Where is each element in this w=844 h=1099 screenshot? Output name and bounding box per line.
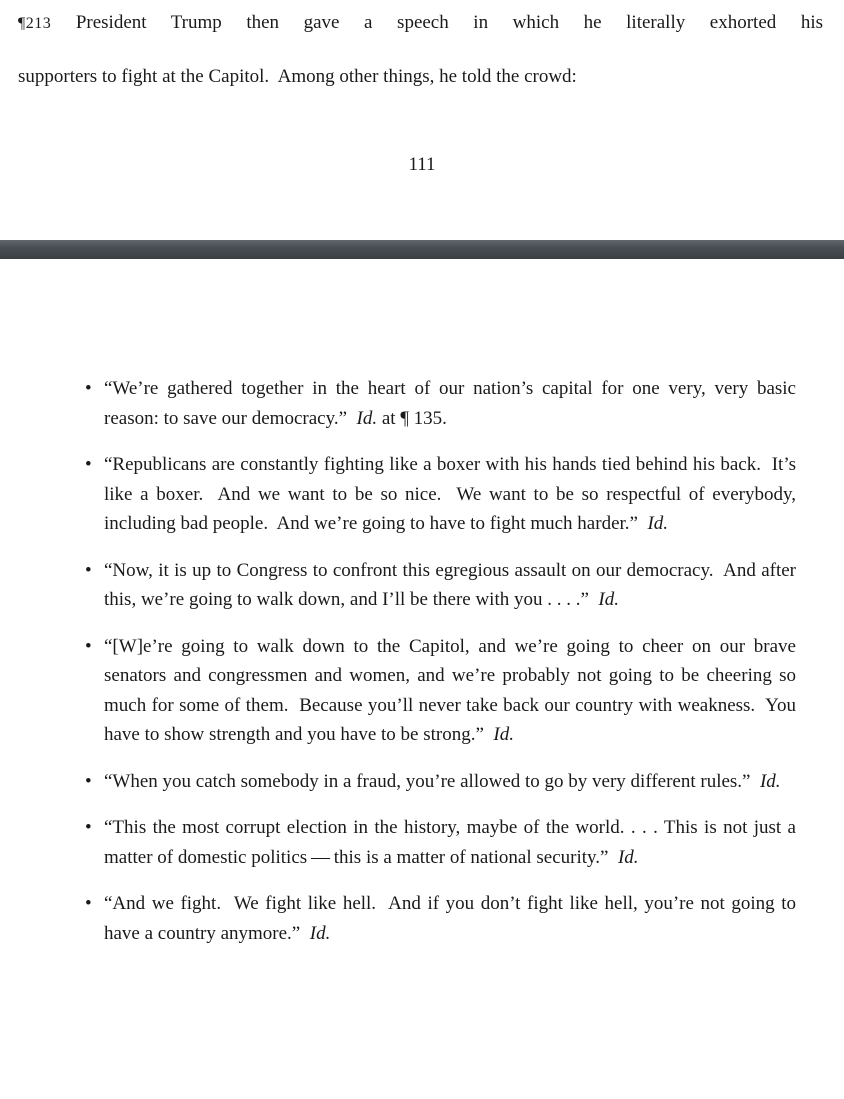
quote-item <box>104 767 796 797</box>
citation: Id. <box>617 846 639 868</box>
quote-text: “When you catch somebody in a fraud, you’re allowed to go by very different rules.” <box>104 770 751 792</box>
citation: Id. <box>356 407 378 429</box>
paragraph-213-line2: supporters to fight at the Capitol. Among other things, he told the crowd: <box>18 66 577 87</box>
citation: Id. <box>493 724 514 745</box>
quote-list <box>0 374 844 965</box>
quote-item <box>104 450 796 539</box>
paragraph-213-line1 <box>18 0 823 51</box>
citation: Id. <box>647 513 669 534</box>
citation-suffix: at ¶ 135. <box>377 407 447 429</box>
page-separator <box>0 240 844 259</box>
quote-text: “Republicans are constantly fighting like a boxer with his hands tied behind his back. It’s like a boxer. And we want to be so nice. We want to be so respectful of everybody, including bad people. And we’re going to have to fight much harder.” <box>104 454 796 534</box>
quote-item <box>104 556 796 615</box>
paragraph-number: ¶213 <box>18 15 52 32</box>
quote-text: “We’re gathered together in the heart of our nation’s capital for one very, very basic reason: to save our democracy.” <box>104 378 796 429</box>
page-number: 111 <box>408 154 436 175</box>
quote-item <box>104 889 796 948</box>
quote-text: “Now, it is up to Congress to confront this egregious assault on our democracy. And after this, we’re going to walk down, and I’ll be there with you . . . .” <box>104 559 796 610</box>
quote-item <box>104 813 796 872</box>
quote-text: “[W]e’re going to walk down to the Capitol, and we’re going to cheer on our brave senators and congressmen and women, and we’re probably not going to be cheering so much for some of them. Because you’ll never take back our country with weakness. You have to show strength and you have to be strong.” <box>104 635 796 745</box>
quote-text: “This the most corrupt election in the history, maybe of the world. . . . This is not just a matter of domestic politics — this is a matter of national security.” <box>104 817 796 868</box>
quote-text: “And we fight. We fight like hell. And if you don’t fight like hell, you’re not going to have a country anymore.” <box>104 893 796 944</box>
quote-item <box>104 632 796 750</box>
citation: Id. <box>598 589 619 610</box>
paragraph-213-text: President Trump then gave a speech in which he literally exhorted his <box>75 12 823 33</box>
citation: Id. <box>309 922 331 944</box>
citation: Id. <box>759 770 781 792</box>
quote-item <box>104 374 796 433</box>
